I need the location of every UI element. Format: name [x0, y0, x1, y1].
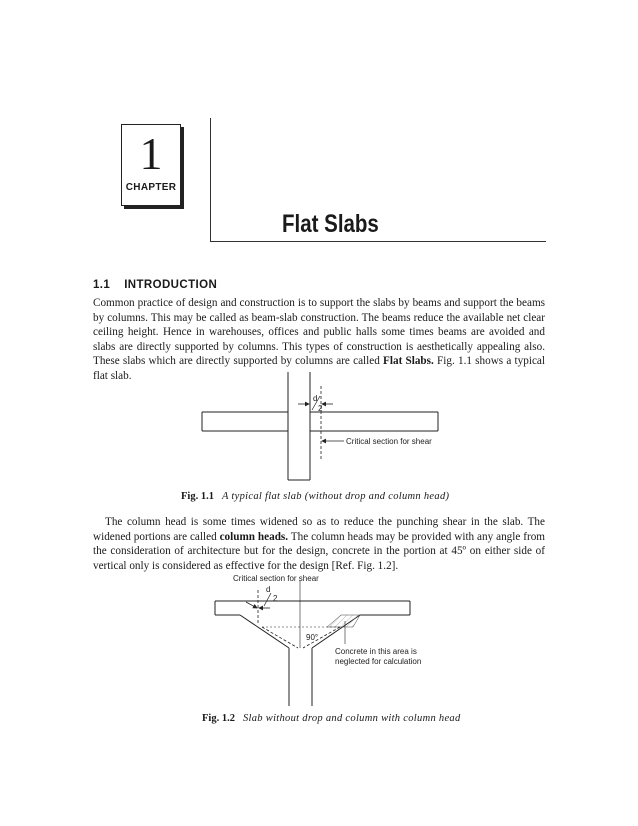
colhead-text-b: The column heads may be provided with any angle from the consideration of architecture but for the design, concrete in the portion at 45º on either side of vertical only is considered as effective for the design [Ref. Fig. 1.2].	[93, 530, 545, 572]
figure-1-2-diagram	[215, 574, 421, 706]
chapter-label: CHAPTER	[125, 182, 177, 193]
intro-text-b: Fig. 1.1 shows a typical flat slab.	[93, 355, 545, 382]
section-number: 1.1	[93, 279, 111, 291]
fig2-critical-pointer	[246, 602, 257, 608]
intro-bold-term: Flat Slabs.	[383, 355, 434, 367]
figure-1-1-caption	[181, 491, 449, 502]
fig2-head-left	[240, 615, 289, 648]
figure-1-2-caption	[202, 713, 461, 724]
section-title: INTRODUCTION	[124, 279, 218, 291]
colhead-bold-term: column heads.	[219, 530, 289, 543]
fig1-critical-label: Critical section for shear	[346, 437, 432, 446]
fig2-caption-text: Slab without drop and column with column head	[242, 713, 461, 724]
fig1-caption-text: A typical flat slab (without drop and column head)	[221, 491, 450, 502]
fig2-concrete-line1: Concrete in this area is	[335, 647, 417, 656]
chapter-title: Flat Slabs	[282, 210, 379, 238]
fig2-critical-label: Critical section for shear	[233, 574, 319, 583]
column-head-paragraph	[93, 515, 545, 573]
intro-text-a: Common practice of design and construction is to support the slabs by beams and support the beams by columns. This may be called as beam-slab construction. The beams reduce the available net clear ceiling height. Hence in warehouses, offices and public halls some times beams are avoided and slabs are directly supported by columns. This types of construction is aesthetically appealing also. These slabs which are directly supported by columns are called	[93, 297, 545, 367]
fig2-caption-label: Fig. 1.2	[202, 713, 235, 724]
fig1-caption-label: Fig. 1.1	[181, 491, 214, 502]
fig2-two-label: 2	[273, 594, 278, 603]
fig2-concrete-line2: neglected for calculation	[335, 657, 422, 666]
fig2-angle-label: 90°	[306, 633, 319, 642]
figure-1-1-diagram	[202, 372, 438, 480]
chapter-number: 1	[139, 128, 163, 179]
colhead-text-a: The column head is some times widened so as to reduce the punching shear in the slab. The widened portions are called	[93, 516, 545, 543]
fig2-45-left	[262, 627, 298, 648]
fig2-d-label: d	[266, 585, 271, 594]
fig1-two-label: 2	[318, 404, 323, 413]
fig2-neglected-area	[327, 615, 360, 627]
fig2-fraction-slash	[264, 593, 271, 606]
fig1-d-label: d	[313, 394, 318, 403]
